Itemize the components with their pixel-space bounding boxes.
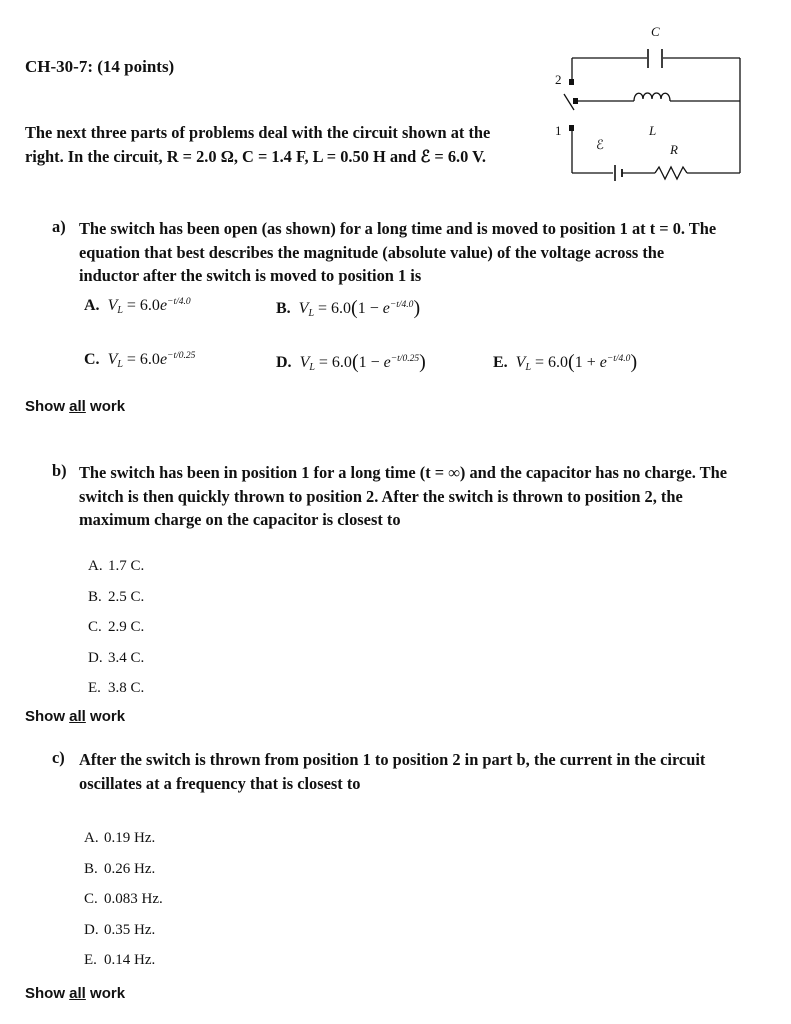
option-letter: D. bbox=[84, 921, 99, 938]
option-value: 2.9 C. bbox=[108, 619, 145, 635]
exp-exponent: −t/4.0 bbox=[389, 300, 414, 310]
voltage-symbol: V bbox=[298, 300, 309, 317]
part-c-options bbox=[84, 823, 163, 976]
intro-paragraph: The next three parts of problems deal with the circuit shown at the right. In the circuit, R = 2.0 Ω, C = 1.4 F, L = 0.50 H and ℰ = 6.0 V. bbox=[25, 123, 491, 166]
option-letter: B. bbox=[88, 588, 102, 605]
coefficient: = 6.0 bbox=[314, 354, 352, 371]
label-pos1: 1 bbox=[555, 123, 562, 138]
option-value: 2.5 C. bbox=[108, 588, 145, 605]
show-work-text: Show bbox=[25, 985, 70, 1002]
paren-close: ) bbox=[630, 351, 638, 373]
part-a-label: a) bbox=[52, 217, 66, 236]
exp-base: e bbox=[599, 354, 607, 371]
option-e-equation[interactable] bbox=[493, 351, 637, 374]
option-value: 0.14 Hz. bbox=[104, 952, 156, 968]
option-letter: C. bbox=[84, 891, 98, 907]
inductor-subscript: L bbox=[525, 362, 532, 373]
paren-close: ) bbox=[419, 351, 426, 373]
option-c-e[interactable] bbox=[84, 945, 163, 976]
option-letter: E. bbox=[88, 680, 101, 696]
option-letter: E. bbox=[84, 952, 97, 968]
exp-exponent: −t/4.0 bbox=[606, 354, 631, 364]
show-work-emphasis: all bbox=[69, 708, 86, 725]
option-b-d[interactable] bbox=[88, 643, 144, 674]
option-letter: C. bbox=[88, 619, 102, 635]
one-term: 1 + bbox=[574, 354, 600, 371]
option-letter: A. bbox=[84, 830, 99, 846]
option-letter: B. bbox=[276, 300, 291, 317]
option-value: 0.19 Hz. bbox=[104, 830, 156, 846]
voltage-symbol: V bbox=[515, 354, 526, 371]
exp-exponent: −t/0.25 bbox=[390, 354, 420, 364]
show-work-text: work bbox=[85, 708, 126, 725]
option-value: 3.8 C. bbox=[108, 680, 145, 696]
exp-base: e bbox=[159, 351, 168, 368]
exp-exponent: −t/0.25 bbox=[167, 351, 196, 361]
part-c-label: c) bbox=[52, 748, 65, 767]
option-letter: A. bbox=[88, 558, 103, 574]
option-c-equation[interactable] bbox=[84, 351, 195, 370]
exp-exponent: −t/4.0 bbox=[167, 297, 191, 307]
option-c-c[interactable] bbox=[84, 884, 163, 915]
inductor-subscript: L bbox=[309, 362, 315, 373]
option-value: 3.4 C. bbox=[108, 649, 145, 666]
option-letter: C. bbox=[84, 351, 100, 368]
coefficient: = 6.0 bbox=[122, 351, 160, 368]
option-b-e[interactable] bbox=[88, 673, 144, 704]
part-b-options bbox=[88, 551, 144, 704]
coefficient: = 6.0 bbox=[531, 354, 569, 371]
one-term: 1 − bbox=[358, 354, 384, 371]
option-b-a[interactable] bbox=[88, 551, 144, 582]
option-c-a[interactable] bbox=[84, 823, 163, 854]
option-value: 0.35 Hz. bbox=[104, 921, 156, 938]
paren-open: ( bbox=[568, 351, 575, 373]
part-b-question: The switch has been in position 1 for a long time (t = ∞) and the capacitor has no charge. The switch is then quickly thrown to position 2. After the switch is thrown to position 2, the maximum charge on the capacitor is closest to bbox=[79, 463, 727, 529]
inductor-subscript: L bbox=[308, 308, 315, 319]
voltage-symbol: V bbox=[299, 354, 310, 371]
option-b-b[interactable] bbox=[88, 582, 144, 613]
label-l: L bbox=[649, 123, 657, 138]
show-work-text: Show bbox=[25, 398, 70, 415]
part-c-question: After the switch is thrown from position 1 to position 2 in part b, the current in the circuit oscillates at a frequency that is closest to bbox=[79, 750, 706, 793]
option-letter: D. bbox=[88, 649, 103, 666]
exp-base: e bbox=[159, 297, 168, 314]
option-value: 0.083 Hz. bbox=[104, 891, 163, 907]
option-b-equation[interactable] bbox=[276, 297, 420, 320]
option-b-c[interactable] bbox=[88, 612, 144, 643]
inductor-subscript: L bbox=[117, 305, 123, 316]
label-pos2: 2 bbox=[555, 72, 562, 87]
part-b-label: b) bbox=[52, 461, 67, 480]
option-letter: B. bbox=[84, 860, 98, 877]
paren-open: ( bbox=[351, 351, 359, 373]
exp-base: e bbox=[382, 300, 390, 317]
label-r: R bbox=[670, 142, 678, 157]
paren-close: ) bbox=[413, 297, 421, 319]
paren-open: ( bbox=[351, 297, 358, 319]
show-work-a bbox=[25, 398, 125, 415]
circuit-diagram bbox=[540, 18, 750, 193]
show-work-text: work bbox=[85, 985, 126, 1002]
show-work-emphasis: all bbox=[69, 985, 86, 1002]
option-a-equation[interactable] bbox=[84, 297, 191, 316]
problem-header: CH-30-7: (14 points) bbox=[25, 57, 175, 76]
voltage-symbol: V bbox=[107, 351, 118, 368]
show-work-emphasis: all bbox=[69, 398, 86, 415]
label-emf: ℰ bbox=[596, 137, 604, 152]
option-c-b[interactable] bbox=[84, 854, 163, 885]
show-work-text: work bbox=[85, 398, 126, 415]
option-value: 1.7 C. bbox=[108, 558, 145, 574]
inductor-subscript: L bbox=[117, 359, 123, 370]
label-c: C bbox=[651, 24, 660, 39]
option-letter: A. bbox=[84, 297, 100, 314]
option-letter: D. bbox=[276, 354, 292, 371]
option-letter: E. bbox=[493, 354, 508, 371]
show-work-b bbox=[25, 708, 125, 725]
coefficient: = 6.0 bbox=[314, 300, 352, 317]
part-a-question: The switch has been open (as shown) for a long time and is moved to position 1 at t = 0. The equation that best describes the magnitude (absolute value) of the voltage across the inductor after the switch is moved to position 1 is bbox=[79, 219, 717, 285]
option-d-equation[interactable] bbox=[276, 351, 426, 374]
one-term: 1 − bbox=[357, 300, 383, 317]
show-work-c bbox=[25, 985, 125, 1002]
exp-base: e bbox=[383, 354, 391, 371]
show-work-text: Show bbox=[25, 708, 70, 725]
option-c-d[interactable] bbox=[84, 915, 163, 946]
coefficient: = 6.0 bbox=[122, 297, 160, 314]
voltage-symbol: V bbox=[107, 297, 118, 314]
option-value: 0.26 Hz. bbox=[104, 860, 156, 877]
